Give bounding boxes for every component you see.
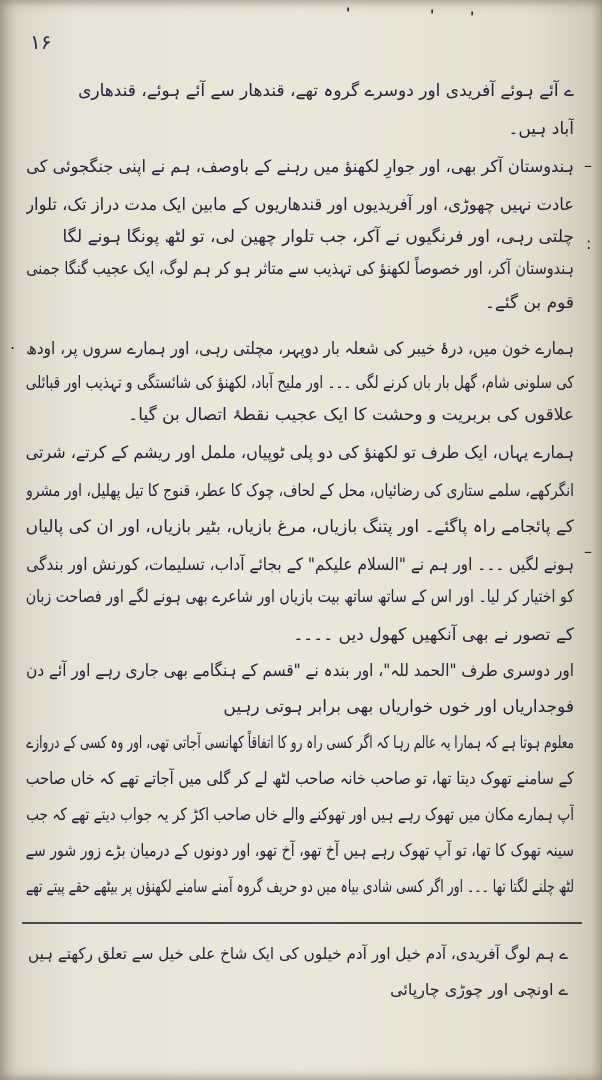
text-line: کے تصور نے بھی آنکھیں کھول دیں ۔۔۔۔: [293, 625, 574, 645]
ink-mark: ': [470, 10, 475, 26]
text-line: عادت نہیں چھوڑی، اور آفریدیوں اور قندھاریوں کے مابین ایک مدت دراز تک، تلوار: [26, 195, 574, 215]
text-line: ہمارے خون میں، درۂ خیبر کی شعلہ بار دوپہر، مچلتی رہی، اور ہمارے سروں پر، اودھ: [26, 339, 574, 359]
text-line: ہندوستان آکر بھی، اور جوارِ لکھنؤ میں رہنے کے باوصف، ہم نے اپنی جنگجوئی کی: [26, 157, 574, 177]
text-line: چلتی رہی، اور فرنگیوں نے آکر، جب تلوار چھین لی، تو لٹھ پونگا ہونے لگا: [62, 227, 574, 247]
text-line: علاقوں کی بربریت و وحشت کا ایک عجیب نقطۂ اتصال بن گیا۔: [128, 405, 574, 425]
text-line: ہونے لگیں ۔۔۔ اور ہم نے "السلام علیکم" کے بجائے آداب، تسلیمات، کورنش اور بندگی: [26, 555, 574, 575]
ink-mark: ': [346, 6, 351, 22]
text-line: کو اختیار کر لیا۔ اور اس کے ساتھ ساتھ بیت بازیاں اور شاعرے بھی ہونے لگے اور فصاحت زبان: [26, 587, 574, 607]
text-line: آپ ہمارے مکان میں تھوک رہے ہیں اور تھوکنے والے خاں صاحب اکڑ کر یہ جواب دیتے تھے کہ جب: [26, 805, 574, 825]
paragraph-marker: :: [586, 234, 592, 253]
paragraph-marker: –: [584, 156, 592, 175]
footnote: ے اونچی اور چوڑی چارپائی: [390, 980, 568, 999]
text-line: کے پائجامے راہ پاگئے۔ اور پتنگ بازیاں، مرغ بازیاں، بٹیر بازیاں، اور ان کی پالیاں: [26, 517, 574, 537]
text-line: انگرکھے، سلمے ستاری کی رضائیاں، محل کے لحاف، چوک کا عطر، قنوج کا تیل پھلیل، اور مشرو: [26, 481, 574, 501]
text-line: اور دوسری طرف "الحمد للہ"، اور بندہ نے "قسم کے ہنگامے بھی جاری رہے اور آئے دن: [26, 661, 574, 681]
paragraph-marker: .: [10, 334, 16, 353]
text-line: کے سامنے تھوک دیتا تھا، تو صاحب خانہ صاحب لٹھ لے کر گلی میں آجاتے تھے کہ خاں صاحب: [26, 769, 574, 789]
text-line: لٹھ چلنے لگتا تھا ۔۔۔ اور اگر کسی شادی بیاہ میں دو حریف گروہ آمنے سامنے لکھنؤں پر بیٹھے حقے پیتے تھے: [26, 877, 574, 897]
text-line: معلوم ہوتا ہے کہ ہمارا یہ عالم رہا کہ اگر کسی راہ رو کا اتفاقاً کھانسی آجاتی تھی، اور وہ کسی کے دروازے: [26, 733, 574, 753]
text-line: کی سلونی شام، گھل بار باں کرنے لگی ۔۔۔ اور ملیح آباد، لکھنؤ کی شائستگی و تہذیب اور قبائلی: [26, 373, 574, 393]
text-line: آباد ہیں۔: [508, 119, 574, 139]
text-line: فوجداریاں اور خوں خواریاں بھی برابر ہوتی رہیں: [223, 697, 574, 717]
text-line: سینہ تھوک کا تھا، تو آپ تھوک رہے ہیں آخ تھو، آخ تھو، اور دونوں کے درمیان بڑے زور شور سے: [26, 841, 574, 861]
paragraph-marker: –: [584, 542, 592, 561]
text-line: ہندوستان آکر، اور خصوصاً لکھنؤ کی تہذیب سے متاثر ہو کر ہم لوگ، ایک عجیب گنگا جمنی: [26, 259, 574, 279]
footnote: ے ہم لوگ آفریدی، آدم خیل اور آدم خیلوں کی ایک شاخ علی خیل سے تعلق رکھتے ہیں: [27, 944, 568, 963]
text-line: ہمارے یہاں، ایک طرف تو لکھنؤ کی دو پلی ٹوپیاں، ململ اور ریشم کے کرتے، شرتی: [26, 443, 574, 463]
ink-mark: ': [430, 8, 435, 24]
text-line: قوم بن گئے۔: [485, 293, 574, 313]
text-line: ے آئے ہوئے آفریدی اور دوسرے گروہ تھے، قندھار سے آئے ہوئے، قندھاری: [78, 81, 574, 101]
page-number: ۱۶: [30, 30, 52, 54]
footnote-divider: [22, 922, 582, 924]
